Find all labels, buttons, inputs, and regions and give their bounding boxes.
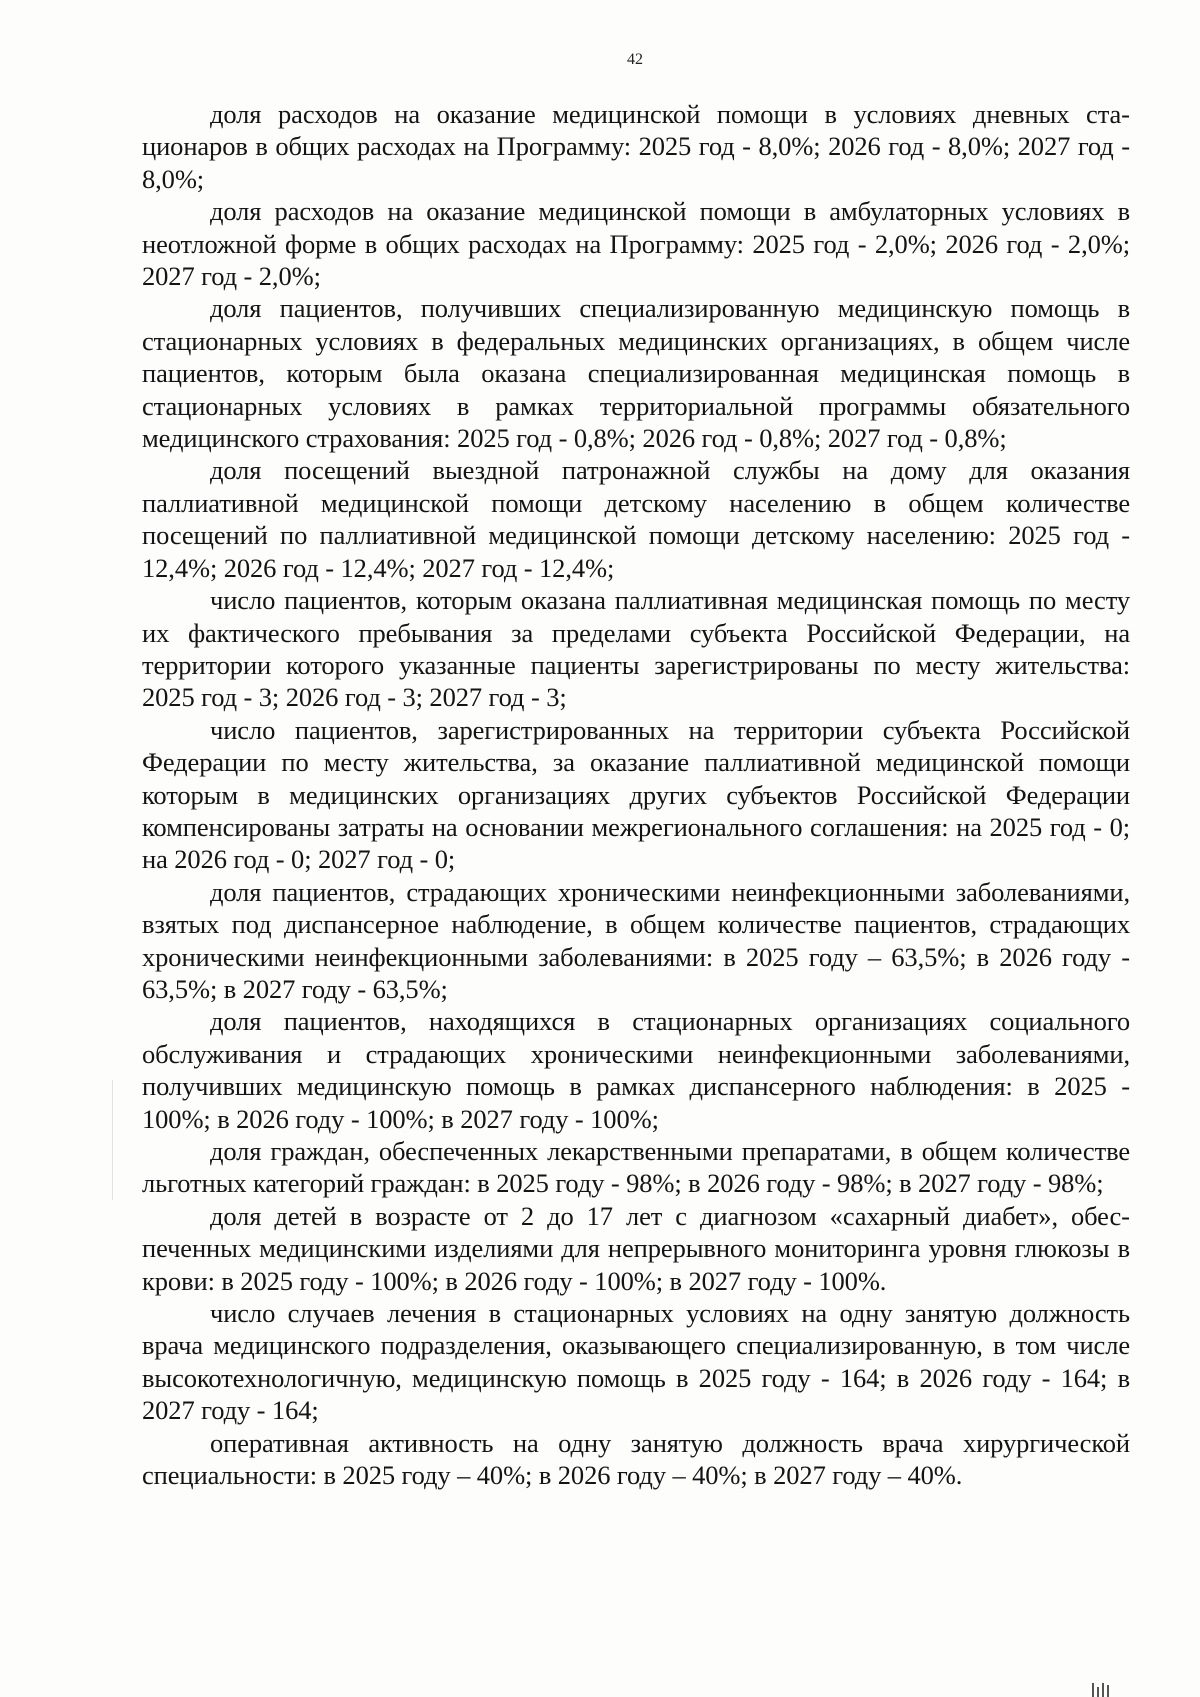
paragraph-day-hospital-expenses: доля расходов на оказание медицинской помощи в условиях дневных стационаров в общих расходах на Программу: 2025 год - 8,0%; 2026 год - 8,0%; 2027 год - 8,0%; — [142, 99, 1130, 194]
paragraph-emergency-outpatient-expenses: доля расходов на оказание медицинской помощи в амбулаторных условиях в неотложной форме в общих расходах на Программу: 2025 год - 2,0%; 2026 год - 2,0%; 2027 год - 2,0%; — [142, 196, 1130, 292]
paragraph-hospital-cases-per-doctor: число случаев лечения в стационарных условиях на одну занятую должность врача медицинского подразделения, оказывающего специализированную, в том числе высокотехнологичную, медицинскую помощь в 2025 году - 164; в 2026 году - 164; в 2027 году - 164; — [142, 1298, 1130, 1426]
paragraph-social-care-monitoring: доля пациентов, находящихся в стационарных организациях социального обслуживания и страдающих хроническими неинфекционными заболеваниями, получивших медицинскую помощь в рамках диспансерного наблюдения: в 2025 - 100%; в 2026 году - 100%; в 2027 году - 100%; — [142, 1006, 1130, 1134]
paragraph-drug-provision: доля граждан, обеспеченных лекарственными препаратами, в общем количестве льготных категорий граждан: в 2025 году - 98%; в 2026 году - 98%; в 2027 году - 98%; — [142, 1136, 1130, 1199]
paragraph-chronic-disease-monitoring: доля пациентов, страдающих хроническими неинфекционными заболеваниями, взятых под диспансерное наблюдение, в общем количестве пациентов, страдающих хроническими неинфекционными заболеваниями: в 2025 году – 63,5%; в 2026 году - 63,5%; в 2027 году - 63,5%; — [142, 876, 1130, 1004]
page-number: 42 — [627, 51, 643, 68]
paragraph-palliative-outside-region: число пациентов, которым оказана паллиативная медицинская помощь по месту их фактического пребывания за пределами субъекта Российской Федерации, на территории которого указанные пациенты зарегистрированы по месту жительства: 2025 год - 3; 2026 год - 3; 2027 год - 3; — [142, 585, 1130, 713]
paragraph-surgical-activity: оперативная активность на одну занятую должность врача хирургической специальности: в 2025 году – 40%; в 2026 году – 40%; в 2027 году – 40%. — [142, 1427, 1130, 1491]
paragraph-interregional-compensation: число пациентов, зарегистрированных на территории субъекта Российской Федерации по месту жительства, за оказание паллиативной медицинской помощи которым в медицинских организациях других субъектов Российской Федерации компенсированы затраты на основании межрегионального соглашения: на 2025 год - 0; на 2026 год - 0; 2027 год - 0; — [142, 714, 1130, 875]
scan-artifact-line — [112, 1080, 113, 1200]
document-body — [142, 98, 1130, 1491]
scan-edge-mark — [1092, 1676, 1114, 1697]
paragraph-federal-specialized-care: доля пациентов, получивших специализированную медицинскую помощь в стационарных условиях в федеральных медицинских организациях, в общем числе пациентов, которым была оказана специализированная медицинская помощь в стационарных условиях в рамках территориальной программы обязательного медицинского страхования: 2025 год - 0,8%; 2026 год - 0,8%; 2027 год - 0,8%; — [142, 293, 1130, 454]
paragraph-diabetes-children-devices: доля детей в возрасте от 2 до 17 лет с диагнозом «сахарный диабет», обеспеченных медицинскими изделиями для непрерывного мониторинга уровня глюкозы в крови: в 2025 году - 100%; в 2026 году - 100%; в 2027 году - 100%. — [142, 1200, 1130, 1296]
paragraph-palliative-home-visits: доля посещений выездной патронажной службы на дому для оказания паллиативной медицинской помощи детскому населению в общем количестве посещений по паллиативной медицинской помощи детскому населению: 2025 год - 12,4%; 2026 год - 12,4%; 2027 год - 12,4%; — [142, 455, 1130, 583]
